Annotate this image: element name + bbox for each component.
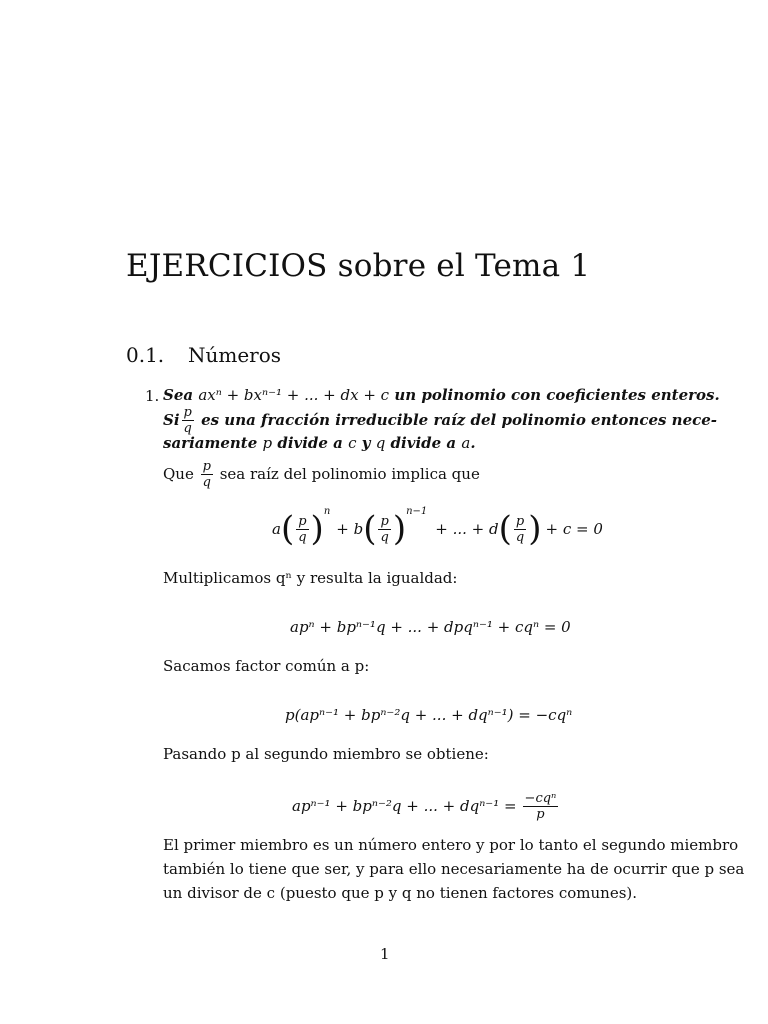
right-paren: ) bbox=[310, 509, 324, 549]
statement-line-3 bbox=[163, 434, 476, 452]
math-c: c bbox=[348, 434, 357, 452]
eq1-exp-2: n−1 bbox=[406, 506, 428, 517]
statement-line-2 bbox=[163, 402, 717, 438]
statement-polynomial: axⁿ + bxⁿ⁻¹ + ... + dx + c bbox=[198, 386, 390, 404]
statement-text-7: . bbox=[470, 434, 476, 452]
multiplicamos-text: Multiplicamos qⁿ y resulta la igualdad: bbox=[163, 569, 458, 587]
eq4-den: p bbox=[536, 806, 545, 822]
eq4-num: −cqⁿ bbox=[524, 790, 557, 806]
conclusion-line-3: un divisor de c (puesto que p y q no tienen factores comunes). bbox=[163, 884, 638, 902]
statement-sea: Sea bbox=[163, 386, 194, 404]
que-line bbox=[163, 456, 480, 492]
right-paren: ) bbox=[392, 509, 407, 549]
eq1-b: + b bbox=[336, 520, 364, 538]
chapter-title: EJERCICIOS sobre el Tema 1 bbox=[126, 248, 591, 284]
eq4-fraction bbox=[523, 792, 559, 821]
equation-4 bbox=[292, 786, 560, 826]
conclusion-line-1: El primer miembro es un número entero y por lo tanto el segundo miembro bbox=[163, 836, 739, 854]
eq1-num-3: p bbox=[515, 513, 525, 529]
fraction-numerator: p bbox=[183, 404, 192, 420]
que-fraction bbox=[201, 460, 213, 489]
section-title: Números bbox=[188, 343, 282, 367]
eq1-den-2: q bbox=[380, 529, 389, 545]
que-frac-num: p bbox=[202, 458, 211, 474]
eq4-lhs: apⁿ⁻¹ + bpⁿ⁻²q + ... + dqⁿ⁻¹ = bbox=[292, 797, 517, 815]
eq1-fraction-1 bbox=[296, 515, 308, 544]
eq1-num-2: p bbox=[380, 513, 389, 529]
math-p: p bbox=[262, 434, 273, 452]
eq1-end: + c = 0 bbox=[545, 520, 603, 538]
statement-fraction bbox=[182, 406, 194, 435]
conclusion-line-2: también lo tiene que ser, y para ello necesariamente ha de ocurrir que p sea bbox=[163, 860, 745, 878]
left-paren: ( bbox=[363, 509, 377, 549]
fraction-denominator: q bbox=[183, 420, 192, 436]
pasando-text: Pasando p al segundo miembro se obtiene: bbox=[163, 745, 489, 763]
eq1-fraction-3 bbox=[514, 515, 526, 544]
eq1-den-3: q bbox=[515, 529, 525, 545]
page-number: 1 bbox=[380, 945, 390, 963]
statement-text-6: divide a bbox=[385, 434, 462, 452]
eq1-fraction-2 bbox=[378, 515, 390, 544]
que-frac-den: q bbox=[202, 474, 211, 490]
statement-si: Si bbox=[163, 411, 180, 429]
eq1-num-1: p bbox=[298, 513, 307, 529]
statement-text-1: un polinomio con coeficientes enteros. bbox=[389, 386, 720, 404]
statement-text-5: y bbox=[356, 434, 376, 452]
que-after: sea raíz del polinomio implica que bbox=[214, 465, 480, 483]
que-before: Que bbox=[163, 465, 199, 483]
left-paren: ( bbox=[498, 509, 512, 549]
equation-3: p(apⁿ⁻¹ + bpⁿ⁻²q + ... + dqⁿ⁻¹) = −cqⁿ bbox=[285, 706, 573, 724]
left-paren: ( bbox=[280, 509, 295, 549]
right-paren: ) bbox=[528, 509, 542, 549]
equation-1 bbox=[272, 504, 603, 554]
equation-2: apⁿ + bpⁿ⁻¹q + ... + dpqⁿ⁻¹ + cqⁿ = 0 bbox=[290, 618, 571, 636]
statement-text-2: es una fracción irreducible raíz del polinomio entonces nece- bbox=[195, 411, 718, 429]
eq1-mid: + ... + d bbox=[435, 520, 499, 538]
eq1-den-1: q bbox=[298, 529, 307, 545]
math-a: a bbox=[461, 434, 471, 452]
math-q: q bbox=[375, 434, 386, 452]
section-heading bbox=[126, 343, 281, 367]
eq1-exp-1: n bbox=[323, 506, 331, 517]
eq1-a: a bbox=[272, 520, 281, 538]
statement-text-4: divide a bbox=[272, 434, 349, 452]
statement-text-3: sariamente bbox=[163, 434, 263, 452]
exercise-number: 1. bbox=[145, 387, 160, 405]
factor-text: Sacamos factor común a p: bbox=[163, 657, 370, 675]
section-number: 0.1. bbox=[126, 343, 165, 367]
